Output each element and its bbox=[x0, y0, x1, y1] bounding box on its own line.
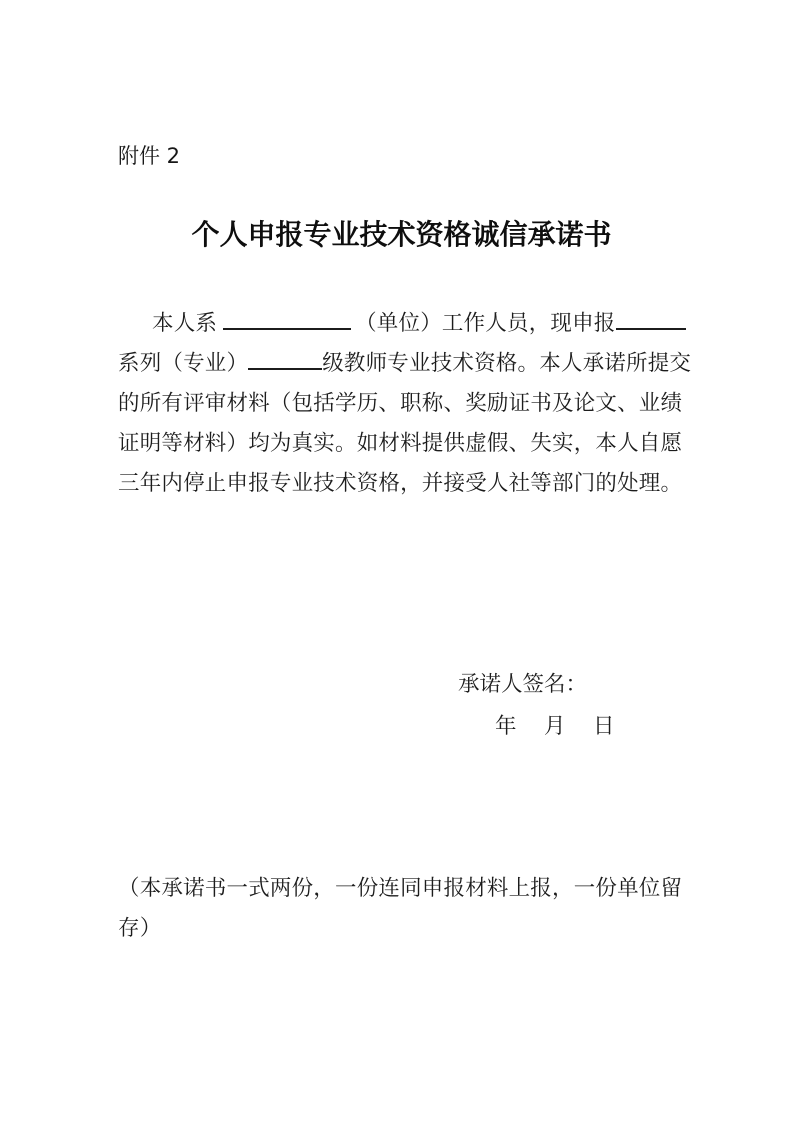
series-blank-field[interactable] bbox=[616, 326, 686, 330]
date-year-month-day-line: 年 月 日 bbox=[495, 714, 618, 739]
line1-prefix-text: 本人系 bbox=[152, 311, 218, 336]
paragraph-line-3: 的所有评审材料（包括学历、职称、奖励证书及论文、业绩 bbox=[118, 391, 683, 416]
paragraph-line-2 bbox=[118, 344, 692, 384]
attachment-label: 附件 2 bbox=[118, 144, 181, 168]
level-blank-field[interactable] bbox=[248, 366, 322, 370]
footer-note bbox=[118, 869, 684, 949]
paragraph-line-4: 证明等材料）均为真实。如材料提供虚假、失实，本人自愿 bbox=[118, 431, 683, 456]
footer-note-line-2: 存） bbox=[118, 916, 162, 941]
paragraph-line-1 bbox=[118, 304, 682, 344]
footer-note-line-1: （本承诺书一式两份，一份连同申报材料上报，一份单位留 bbox=[118, 876, 683, 901]
line2-prefix-text: 系列（专业） bbox=[118, 351, 249, 376]
commitment-paragraph bbox=[118, 304, 692, 504]
line1-middle-text: （单位）工作人员，现申报 bbox=[355, 311, 616, 336]
signer-signature-label: 承诺人签名： bbox=[458, 672, 588, 697]
document-title: 个人申报专业技术资格诚信承诺书 bbox=[191, 218, 612, 251]
line2-suffix-text: 级教师专业技术资格。本人承诺所提交 bbox=[322, 351, 692, 376]
paragraph-line-5: 三年内停止申报专业技术资格，并接受人社等部门的处理。 bbox=[118, 471, 683, 496]
unit-name-blank-field[interactable] bbox=[223, 326, 351, 330]
